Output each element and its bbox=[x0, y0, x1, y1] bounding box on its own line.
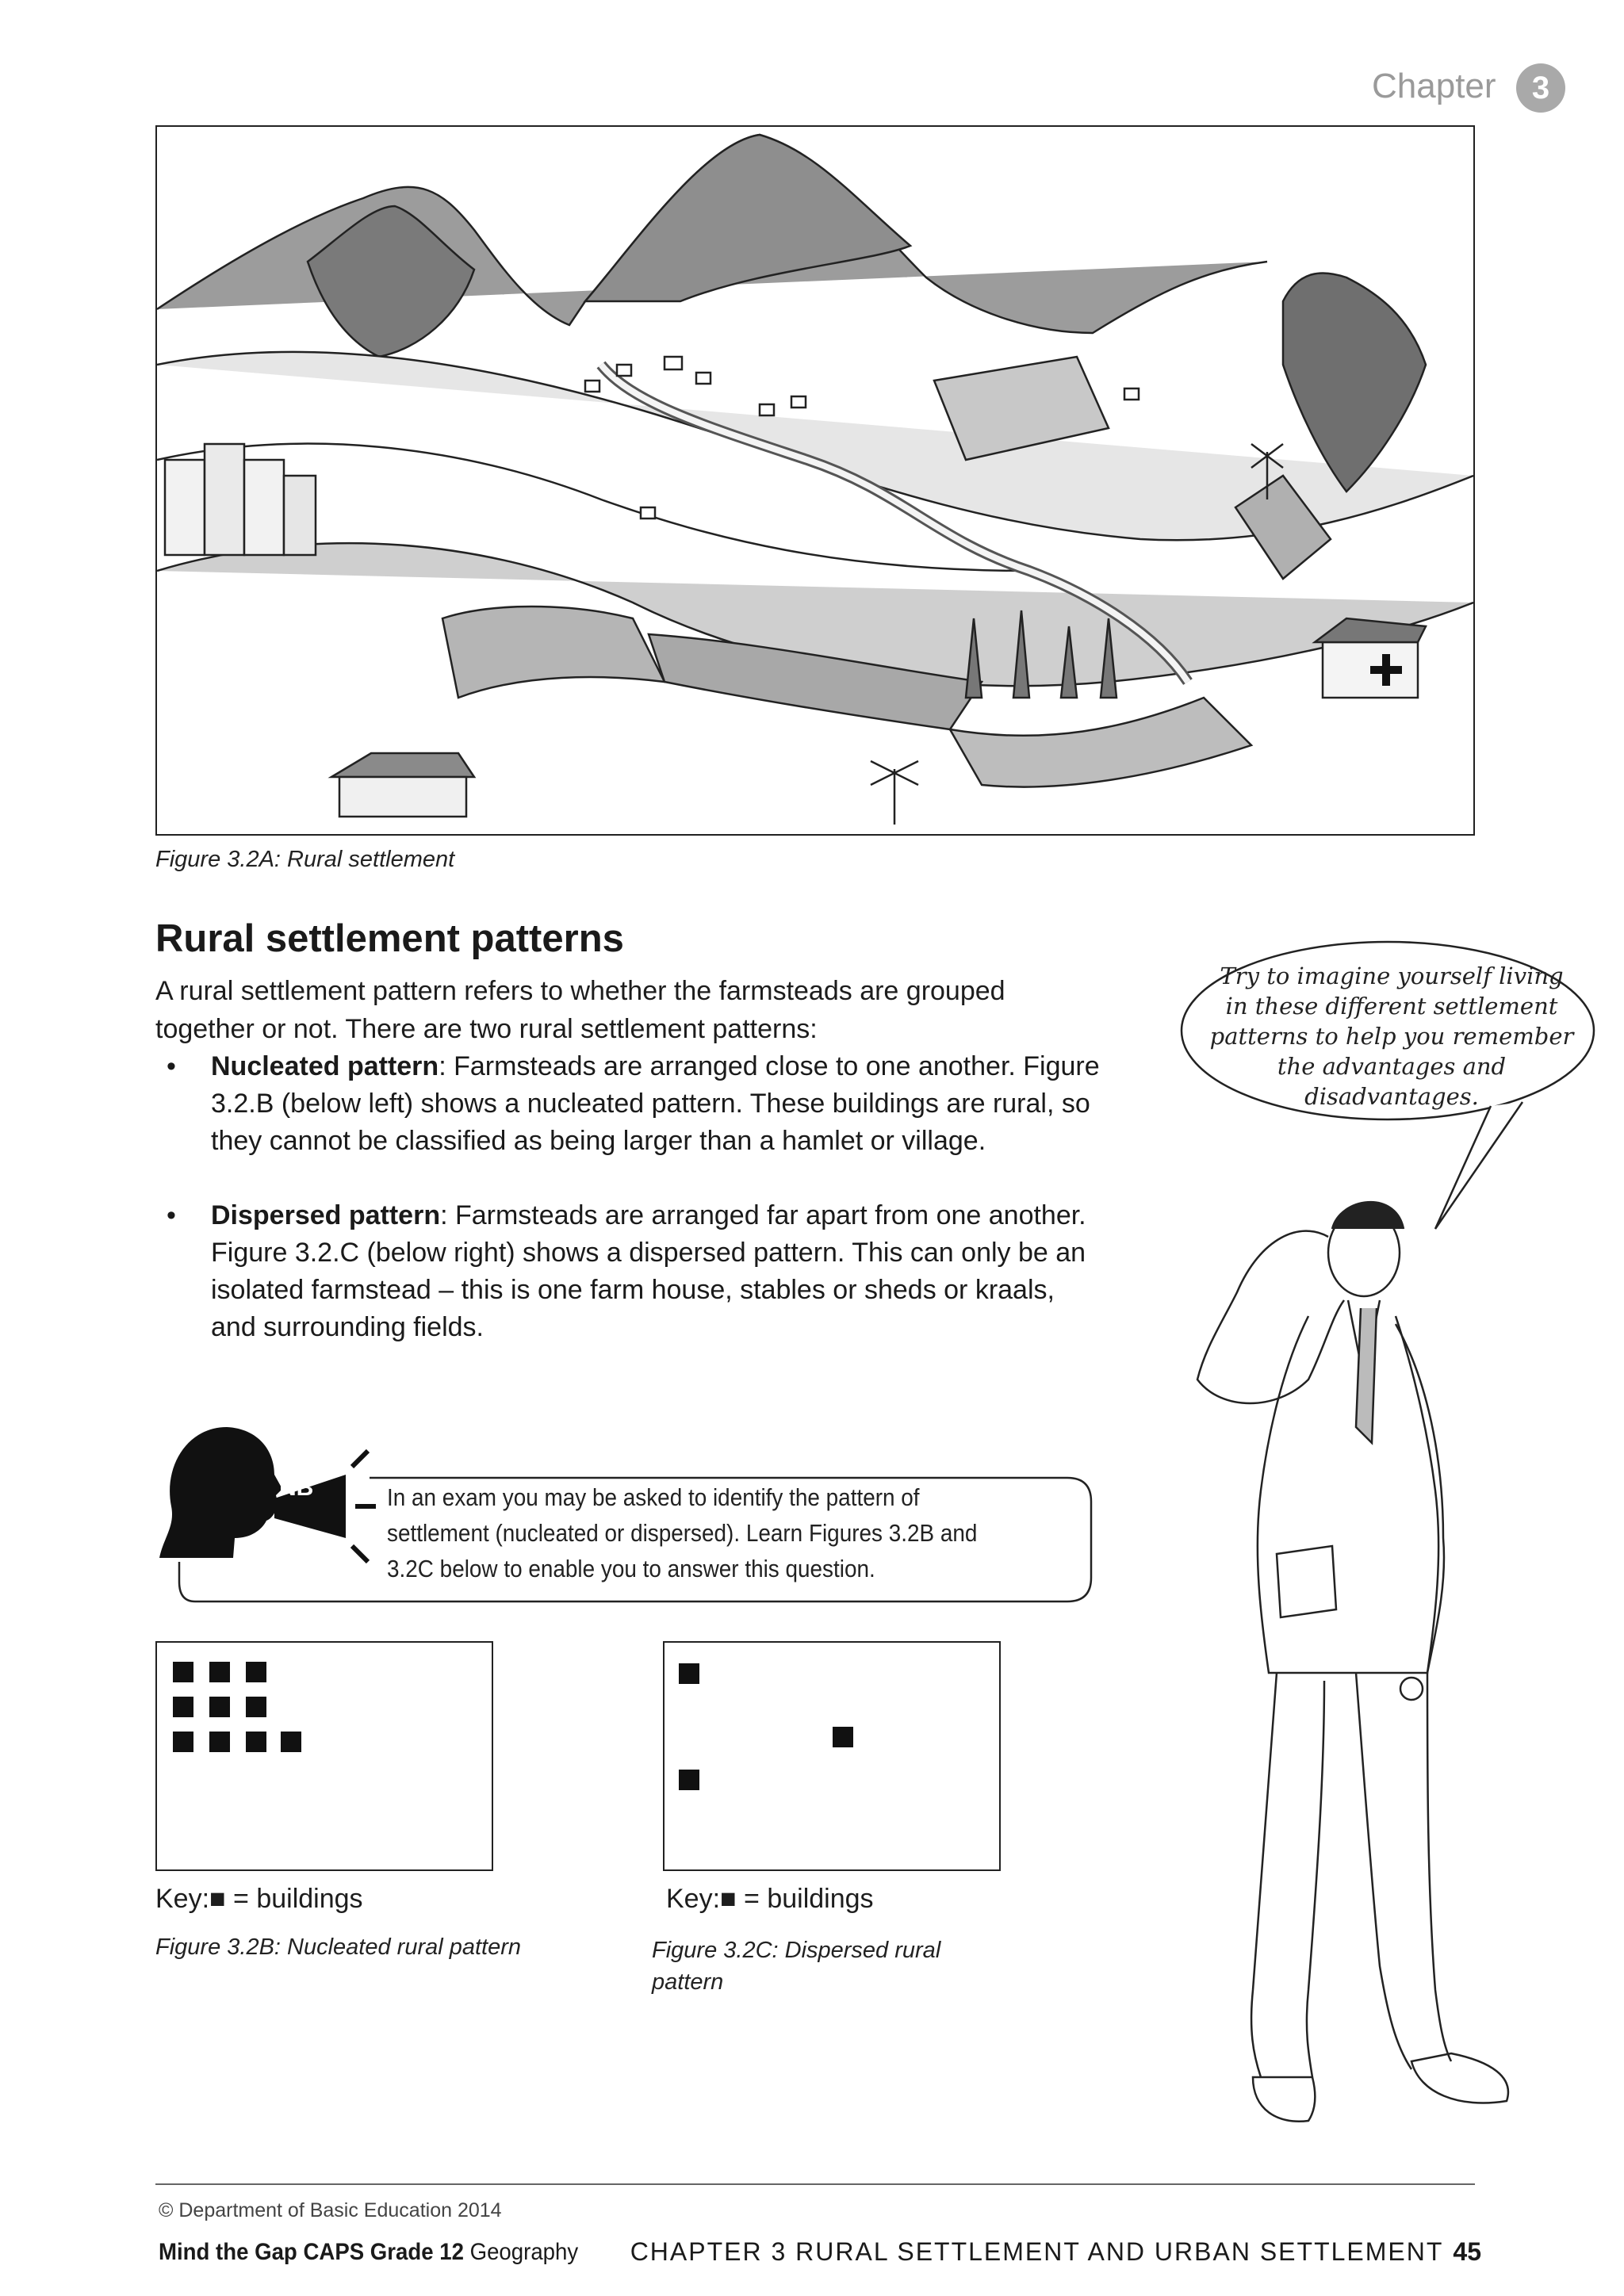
building-square bbox=[209, 1732, 230, 1752]
building-square bbox=[173, 1697, 193, 1717]
bullet-text: : Farmsteads are arranged close to one another. Figure 3.2.B (below left) shows a nucleated pattern. These buildings are rural, so they cannot be classified as being larger than a hamlet or village. bbox=[211, 1051, 1100, 1156]
bullet-dot: • bbox=[167, 1051, 176, 1081]
building-square bbox=[209, 1662, 230, 1682]
nb-callout-text: In an exam you may be asked to identify the pattern of settlement (nucleated or dispersed). Learn Figures 3.2B and 3.2C below to enable you to answer this question. bbox=[387, 1483, 978, 1582]
figure-3-2b-key: Key:■ = buildings bbox=[155, 1884, 363, 1914]
chapter-running-title: CHAPTER 3 RURAL SETTLEMENT AND URBAN SETTLEMENT bbox=[630, 2237, 1444, 2266]
dispersed-pattern-diagram bbox=[663, 1641, 1001, 1871]
bullet-dispersed bbox=[155, 1197, 1107, 1346]
nb-badge: NB bbox=[279, 1475, 314, 1501]
nucleated-pattern-diagram bbox=[155, 1641, 493, 1871]
bullet-text: : Farmsteads are arranged far apart from one another. Figure 3.2.C (below right) shows a dispersed pattern. This can only be an isolated farmstead – this is one farm house, stables or sheds or kraals, and surrounding fields. bbox=[211, 1200, 1086, 1342]
building-square bbox=[679, 1770, 699, 1790]
bullet-nucleated bbox=[155, 1048, 1107, 1160]
figure-3-2a-caption: Figure 3.2A: Rural settlement bbox=[155, 847, 455, 872]
page-number: 45 bbox=[1453, 2237, 1481, 2266]
building-square bbox=[246, 1732, 266, 1752]
chapter-label: Chapter bbox=[1372, 67, 1496, 105]
figure-3-2c-key: Key:■ = buildings bbox=[666, 1884, 874, 1914]
building-square bbox=[833, 1727, 853, 1747]
man-with-speech-bubble-illustration bbox=[1174, 936, 1602, 2172]
footer-chapter-title bbox=[630, 2237, 1481, 2267]
building-square bbox=[246, 1697, 266, 1717]
building-square bbox=[246, 1662, 266, 1682]
book-title-bold: Mind the Gap CAPS Grade 12 bbox=[159, 2239, 464, 2265]
building-square bbox=[679, 1663, 699, 1684]
head-silhouette-icon bbox=[159, 1427, 282, 1558]
figure-3-2c-caption: Figure 3.2C: Dispersed rural pattern bbox=[652, 1938, 941, 1995]
building-square bbox=[281, 1732, 301, 1752]
landscape-drawing bbox=[157, 127, 1473, 834]
speech-bubble-text: Try to imagine yourself living in these different settlement patterns to help you remember the advantages and disadvantages. bbox=[1209, 962, 1574, 1110]
book-title bbox=[159, 2239, 578, 2266]
bullet-term: Dispersed pattern bbox=[211, 1200, 441, 1230]
bullet-term: Nucleated pattern bbox=[211, 1051, 439, 1081]
building-square bbox=[173, 1662, 193, 1682]
footer-divider bbox=[155, 2183, 1475, 2185]
bullet-dot: • bbox=[167, 1200, 176, 1230]
book-title-rest: Geography bbox=[463, 2239, 579, 2265]
chapter-number-badge: 3 bbox=[1516, 63, 1565, 113]
copyright-text: © Department of Basic Education 2014 bbox=[159, 2199, 502, 2221]
building-square bbox=[173, 1732, 193, 1752]
building-square bbox=[209, 1697, 230, 1717]
figure-3-2b-caption: Figure 3.2B: Nucleated rural pattern bbox=[155, 1934, 522, 1960]
intro-paragraph: A rural settlement pattern refers to whether the farmsteads are grouped together or not. There are two rural settlement patterns: bbox=[155, 976, 1005, 1044]
rural-settlement-illustration bbox=[155, 125, 1475, 836]
section-heading: Rural settlement patterns bbox=[155, 917, 624, 960]
